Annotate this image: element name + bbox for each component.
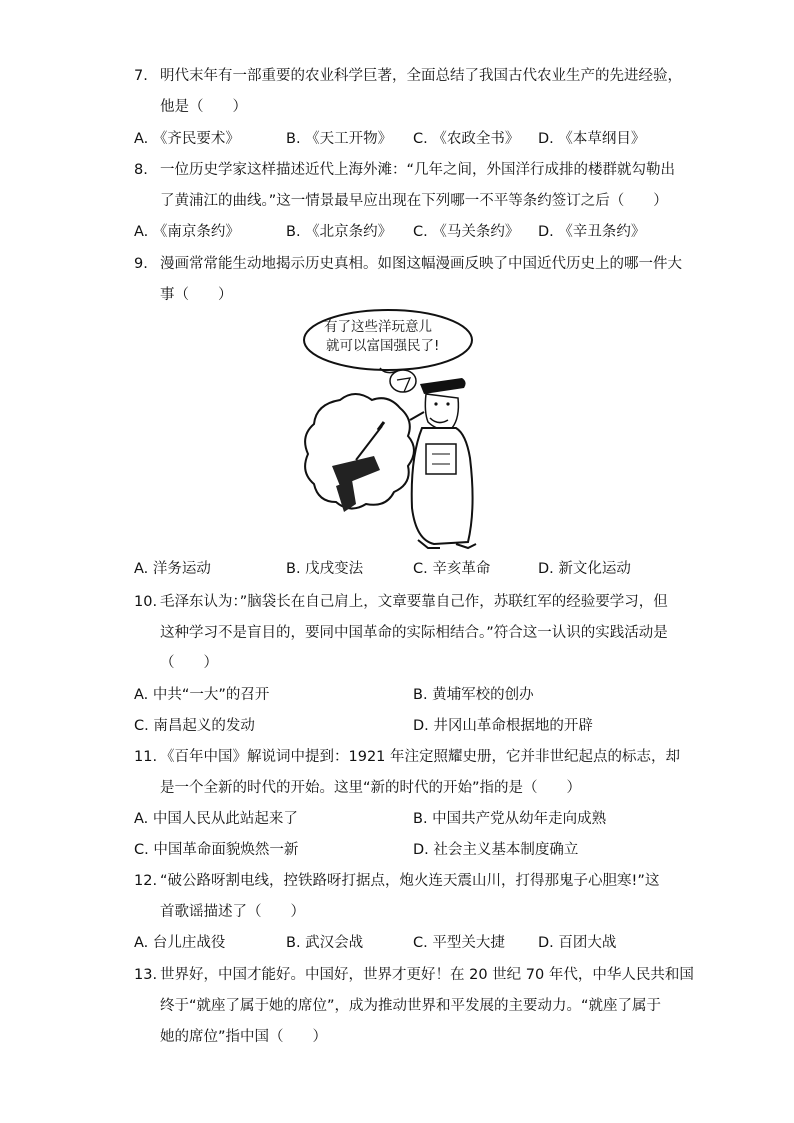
option-c: C. 平型关大捷: [413, 935, 505, 951]
option-b: B. 黄埔军校的创办: [413, 687, 534, 703]
question-stem-line: 事（ ）: [160, 287, 233, 303]
option-b: B. 中国共产党从幼年走向成熟: [413, 811, 607, 827]
speech-bubble-line: 有了这些洋玩意儿: [324, 319, 432, 335]
question-stem-line: 终于“就座了属于她的席位”，成为推动世界和平发展的主要动力。“就座了属于: [160, 998, 662, 1014]
question-stem-line: 一位历史学家这样描述近代上海外滩：“几年之间，外国洋行成排的楼群就勾勒出: [160, 162, 676, 178]
question-stem-line: 了黄浦江的曲线。”这一情景最早应出现在下列哪一不平等条约签订之后（ ）: [160, 193, 668, 209]
option-d: D. 新文化运动: [538, 561, 631, 577]
question-stem-line: 《百年中国》解说词中提到：1921 年注定照耀史册，它并非世纪起点的标志，却: [160, 749, 681, 765]
option-c: C. 中国革命面貌焕然一新: [134, 842, 299, 858]
option-c: C. 《马关条约》: [413, 224, 520, 240]
option-b: B. 武汉会战: [286, 935, 364, 951]
option-d: D. 井冈山革命根据地的开辟: [413, 718, 593, 734]
question-stem-line: 这种学习不是盲目的，要同中国革命的实际相结合。”符合这一认识的实践活动是: [160, 625, 668, 641]
option-d: D. 《本草纲目》: [538, 131, 646, 147]
cartoon-illustration: [300, 308, 480, 553]
question-number: 7.: [134, 68, 148, 84]
question-stem-line: 明代末年有一部重要的农业科学巨著，全面总结了我国古代农业生产的先进经验，: [160, 68, 682, 84]
question-number: 10.: [134, 594, 158, 610]
question-number: 9.: [134, 256, 148, 272]
speech-bubble-line: 就可以富国强民了!: [326, 338, 440, 354]
question-stem-line: 她的席位”指中国（ ）: [160, 1029, 328, 1045]
option-d: D. 《辛丑条约》: [538, 224, 646, 240]
question-stem-line: 首歌谣描述了（ ）: [160, 904, 305, 920]
question-number: 11.: [134, 749, 158, 765]
option-b: B. 《天工开物》: [286, 131, 393, 147]
option-d: D. 百团大战: [538, 935, 617, 951]
question-number: 8.: [134, 162, 148, 178]
option-a: A. 洋务运动: [134, 561, 211, 577]
option-d: D. 社会主义基本制度确立: [413, 842, 579, 858]
option-a: A. 中国人民从此站起来了: [134, 811, 298, 827]
option-b: B. 《北京条约》: [286, 224, 393, 240]
question-number: 13.: [134, 967, 158, 983]
option-b: B. 戊戌变法: [286, 561, 364, 577]
question-number: 12.: [134, 873, 158, 889]
option-c: C. 辛亥革命: [413, 561, 491, 577]
question-stem-line: 漫画常常能生动地揭示历史真相。如图这幅漫画反映了中国近代历史上的哪一件大: [160, 256, 682, 272]
question-stem-line: 他是（ ）: [160, 99, 247, 115]
option-a: A. 《齐民要术》: [134, 131, 240, 147]
question-stem-line: “破公路呀割电线，控铁路呀打据点，炮火连天震山川，打得那鬼子心胆寒!”这: [160, 873, 660, 889]
question-stem-line: 世界好，中国才能好。中国好，世界才更好！在 20 世纪 70 年代，中华人民共和国: [160, 967, 694, 983]
option-a: A. 台儿庄战役: [134, 935, 226, 951]
option-a: A. 《南京条约》: [134, 224, 240, 240]
question-stem-line: 是一个全新的时代的开始。这里“新的时代的开始”指的是（ ）: [160, 780, 582, 796]
option-c: C. 南昌起义的发动: [134, 718, 255, 734]
question-stem-line: 毛泽东认为：”脑袋长在自己肩上，文章要靠自己作，苏联红军的经验要学习，但: [160, 594, 668, 610]
option-c: C. 《农政全书》: [413, 131, 520, 147]
question-stem-line: （ ）: [160, 655, 218, 671]
option-a: A. 中共“一大”的召开: [134, 687, 270, 703]
